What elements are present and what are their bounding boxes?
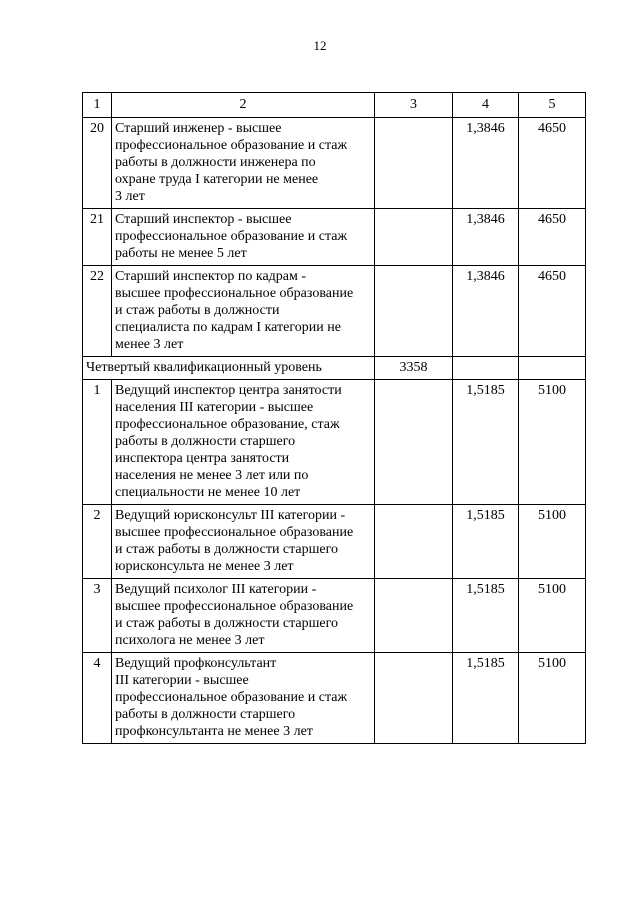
qualification-level-base-salary: 3358 — [375, 357, 453, 380]
base-salary-cell — [375, 505, 453, 579]
salary: 4650 — [519, 209, 586, 266]
header-col-1: 1 — [83, 93, 112, 118]
row-number: 2 — [83, 505, 112, 579]
table-row — [83, 209, 586, 266]
coefficient: 1,5185 — [453, 653, 519, 744]
header-col-5: 5 — [519, 93, 586, 118]
coefficient: 1,3846 — [453, 118, 519, 209]
page-number: 12 — [313, 38, 327, 53]
section-row — [83, 357, 586, 380]
coefficient: 1,5185 — [453, 505, 519, 579]
table-row — [83, 118, 586, 209]
table-row — [83, 380, 586, 505]
qualification-table — [82, 92, 586, 744]
coefficient: 1,3846 — [453, 209, 519, 266]
table-row — [83, 653, 586, 744]
coefficient — [453, 357, 519, 380]
header-col-3: 3 — [375, 93, 453, 118]
base-salary-cell — [375, 266, 453, 357]
base-salary-cell — [375, 653, 453, 744]
header-col-4: 4 — [453, 93, 519, 118]
salary: 5100 — [519, 579, 586, 653]
coefficient: 1,3846 — [453, 266, 519, 357]
row-number: 22 — [83, 266, 112, 357]
table-row — [83, 579, 586, 653]
header-col-2: 2 — [112, 93, 375, 118]
position-description: Ведущий юрисконсульт III категории - высшее профессиональное образование и стаж работы в должности старшего юрисконсульта не менее 3 лет — [112, 505, 375, 579]
salary: 5100 — [519, 380, 586, 505]
row-number: 4 — [83, 653, 112, 744]
salary: 4650 — [519, 266, 586, 357]
base-salary-cell — [375, 380, 453, 505]
base-salary-cell — [375, 209, 453, 266]
row-number: 3 — [83, 579, 112, 653]
base-salary-cell — [375, 579, 453, 653]
qualification-level-label: Четвертый квалификационный уровень — [83, 357, 375, 380]
row-number: 1 — [83, 380, 112, 505]
row-number: 20 — [83, 118, 112, 209]
row-number: 21 — [83, 209, 112, 266]
coefficient: 1,5185 — [453, 380, 519, 505]
coefficient: 1,5185 — [453, 579, 519, 653]
position-description: Ведущий профконсультант III категории - высшее профессиональное образование и стаж работы в должности старшего профконсультанта не менее 3 лет — [112, 653, 375, 744]
position-description: Старший инженер - высшее профессиональное образование и стаж работы в должности инженера по охране труда I категории не менее 3 лет — [112, 118, 375, 209]
table-header-row — [83, 93, 586, 118]
salary: 4650 — [519, 118, 586, 209]
base-salary-cell — [375, 118, 453, 209]
salary: 5100 — [519, 505, 586, 579]
salary: 5100 — [519, 653, 586, 744]
position-description: Ведущий инспектор центра занятости населения III категории - высшее профессиональное образование, стаж работы в должности старшего инспектора центра занятости населения не менее 3 лет или по специальности не менее 10 лет — [112, 380, 375, 505]
position-description: Ведущий психолог III категории - высшее профессиональное образование и стаж работы в должности старшего психолога не менее 3 лет — [112, 579, 375, 653]
table-row — [83, 266, 586, 357]
position-description: Старший инспектор - высшее профессиональное образование и стаж работы не менее 5 лет — [112, 209, 375, 266]
salary — [519, 357, 586, 380]
table-row — [83, 505, 586, 579]
position-description: Старший инспектор по кадрам - высшее профессиональное образование и стаж работы в должности специалиста по кадрам I категории не менее 3 лет — [112, 266, 375, 357]
